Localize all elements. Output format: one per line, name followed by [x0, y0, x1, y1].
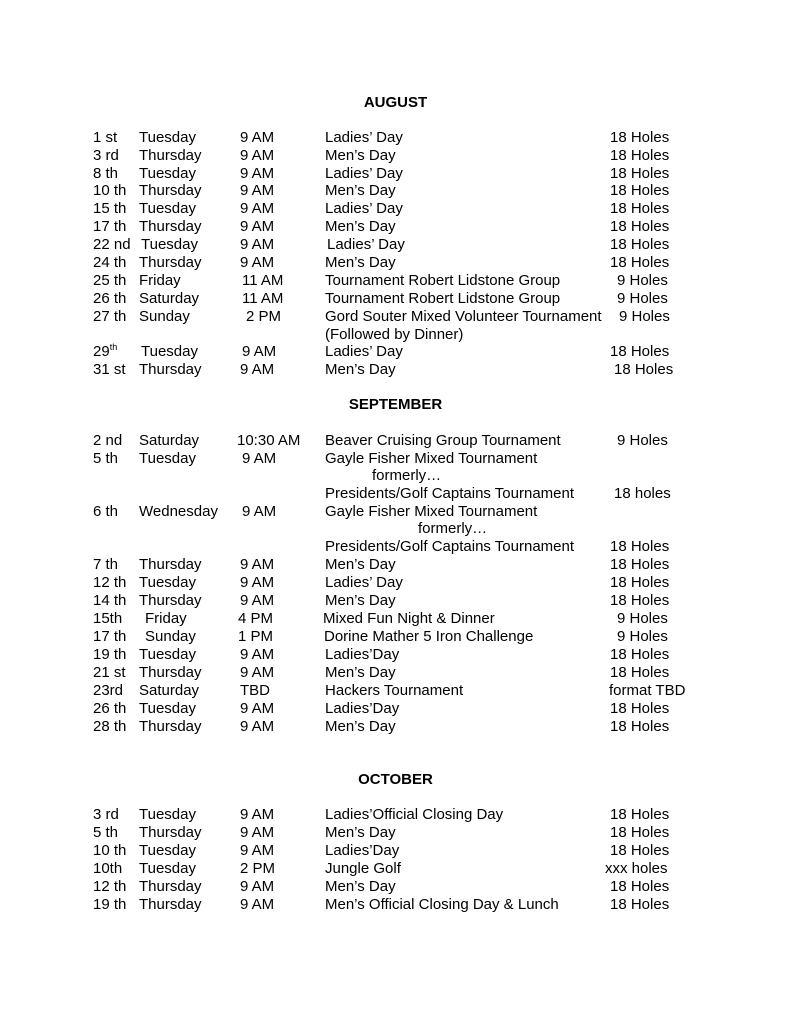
schedule-row — [0, 343, 791, 361]
holes: 18 Holes — [610, 824, 670, 841]
schedule-row — [0, 896, 791, 914]
weekday: Tuesday — [139, 574, 196, 591]
schedule-row — [0, 878, 791, 896]
weekday: Sunday — [139, 308, 190, 325]
time: 9 AM — [240, 592, 275, 609]
event: Jungle Golf — [325, 860, 401, 877]
time: 9 AM — [240, 842, 275, 859]
schedule-row — [0, 236, 791, 254]
weekday: Thursday — [139, 218, 202, 235]
schedule-row — [0, 182, 791, 200]
schedule-row — [0, 165, 791, 183]
event: Beaver Cruising Group Tournament — [325, 432, 561, 449]
weekday: Thursday — [139, 664, 202, 681]
date: 15 th — [93, 200, 127, 217]
holes: 18 Holes — [610, 200, 670, 217]
weekday: Tuesday — [139, 450, 196, 467]
holes: 9 Holes — [617, 610, 668, 627]
event: Men’s Day — [325, 556, 396, 573]
date: 25 th — [93, 272, 127, 289]
holes: 18 Holes — [614, 361, 674, 378]
section-title-august: AUGUST — [363, 94, 428, 111]
time: 9 AM — [240, 236, 275, 253]
weekday: Saturday — [139, 290, 200, 307]
former-event-row — [0, 485, 791, 503]
holes: 18 Holes — [610, 343, 670, 360]
date: 19 th — [93, 646, 127, 663]
holes: 18 Holes — [610, 165, 670, 182]
event: Ladies’ Day — [327, 236, 405, 253]
section-title-october: OCTOBER — [358, 771, 433, 788]
weekday: Wednesday — [139, 503, 218, 520]
event: Ladies’ Day — [325, 574, 403, 591]
weekday: Thursday — [139, 896, 202, 913]
event: Ladies’Day — [325, 842, 400, 859]
date: 8 th — [93, 165, 119, 182]
weekday: Thursday — [139, 182, 202, 199]
holes: 18 Holes — [610, 592, 670, 609]
schedule-row — [0, 592, 791, 610]
weekday: Sunday — [145, 628, 196, 645]
event: Men’s Day — [325, 182, 396, 199]
event: Gayle Fisher Mixed Tournament — [325, 450, 538, 467]
schedule-row — [0, 664, 791, 682]
holes: 18 Holes — [610, 878, 670, 895]
schedule-row — [0, 200, 791, 218]
schedule-row — [0, 432, 791, 450]
holes: 18 Holes — [610, 556, 670, 573]
schedule-row — [0, 574, 791, 592]
event: Tournament Robert Lidstone Group — [325, 290, 561, 307]
event: Ladies’ Day — [325, 129, 403, 146]
schedule-row — [0, 361, 791, 379]
date: 31 st — [93, 361, 126, 378]
date: 22 nd — [93, 236, 131, 253]
section-title-september: SEPTEMBER — [348, 396, 443, 413]
time: 9 AM — [240, 878, 275, 895]
weekday: Saturday — [139, 432, 200, 449]
weekday: Tuesday — [141, 343, 198, 360]
event-note-row — [0, 326, 791, 344]
time: 9 AM — [242, 343, 277, 360]
weekday: Thursday — [139, 718, 202, 735]
time: 1 PM — [238, 628, 274, 645]
schedule-row — [0, 806, 791, 824]
schedule-row — [0, 842, 791, 860]
schedule-row — [0, 824, 791, 842]
time: 4 PM — [238, 610, 274, 627]
weekday: Thursday — [139, 592, 202, 609]
date: 17 th — [93, 218, 127, 235]
event: Ladies’ Day — [325, 343, 403, 360]
event: Men’s Day — [325, 592, 396, 609]
date: 10 th — [93, 842, 127, 859]
time: 10:30 AM — [237, 432, 301, 449]
weekday: Tuesday — [139, 806, 196, 823]
holes: 9 Holes — [617, 272, 668, 289]
formerly-label: formerly… — [372, 467, 442, 484]
event: Men’s Official Closing Day & Lunch — [325, 896, 559, 913]
weekday: Tuesday — [139, 860, 196, 877]
time: 9 AM — [240, 806, 275, 823]
time: 9 AM — [242, 503, 277, 520]
holes: 18 Holes — [610, 236, 670, 253]
schedule-row — [0, 290, 791, 308]
holes: 18 Holes — [610, 896, 670, 913]
holes: 18 Holes — [610, 147, 670, 164]
date: 10th — [93, 860, 123, 877]
event: Men’s Day — [325, 147, 396, 164]
schedule-row — [0, 628, 791, 646]
weekday: Saturday — [139, 682, 200, 699]
date: 2 nd — [93, 432, 123, 449]
date: 5 th — [93, 824, 119, 841]
holes: 9 Holes — [617, 432, 668, 449]
schedule-row — [0, 129, 791, 147]
weekday: Thursday — [139, 824, 202, 841]
event: Ladies’Day — [325, 646, 400, 663]
holes: 18 Holes — [610, 218, 670, 235]
event: Hackers Tournament — [325, 682, 464, 699]
time: 9 AM — [242, 450, 277, 467]
weekday: Tuesday — [141, 236, 198, 253]
date: 19 th — [93, 896, 127, 913]
holes: 18 Holes — [610, 254, 670, 271]
date: 12 th — [93, 878, 127, 895]
event: Men’s Day — [325, 718, 396, 735]
date: 14 th — [93, 592, 127, 609]
weekday: Friday — [139, 272, 181, 289]
schedule-row — [0, 503, 791, 521]
weekday: Tuesday — [139, 129, 196, 146]
time: 9 AM — [240, 646, 275, 663]
time: 9 AM — [240, 664, 275, 681]
weekday: Tuesday — [139, 700, 196, 717]
time: 9 AM — [240, 896, 275, 913]
event: Tournament Robert Lidstone Group — [325, 272, 561, 289]
time: 9 AM — [240, 218, 275, 235]
holes: 18 Holes — [610, 646, 670, 663]
weekday: Thursday — [139, 147, 202, 164]
time: 9 AM — [240, 700, 275, 717]
weekday: Tuesday — [139, 165, 196, 182]
date: 26 th — [93, 290, 127, 307]
event: Men’s Day — [325, 824, 396, 841]
holes: 18 Holes — [610, 842, 670, 859]
date: 21 st — [93, 664, 126, 681]
schedule-row — [0, 682, 791, 700]
time: 9 AM — [240, 574, 275, 591]
time: 9 AM — [240, 182, 275, 199]
holes: 18 Holes — [610, 538, 670, 555]
date: 6 th — [93, 503, 119, 520]
time: 9 AM — [240, 129, 275, 146]
date: 26 th — [93, 700, 127, 717]
date: 1 st — [93, 129, 118, 146]
time: 9 AM — [240, 147, 275, 164]
event: Ladies’ Day — [325, 165, 403, 182]
event: Ladies’Official Closing Day — [325, 806, 504, 823]
schedule-row — [0, 610, 791, 628]
event: Men’s Day — [325, 218, 396, 235]
event: Dorine Mather 5 Iron Challenge — [324, 628, 534, 645]
date: 29th — [93, 342, 118, 360]
date: 12 th — [93, 574, 127, 591]
holes: 18 Holes — [610, 700, 670, 717]
time: 9 AM — [240, 718, 275, 735]
formerly-row — [0, 467, 791, 485]
time: 2 PM — [246, 308, 282, 325]
weekday: Tuesday — [139, 842, 196, 859]
formerly-label: formerly… — [418, 520, 488, 537]
weekday: Thursday — [139, 361, 202, 378]
date: 3 rd — [93, 147, 119, 164]
schedule-row — [0, 147, 791, 165]
event: Men’s Day — [325, 664, 396, 681]
former-event: Presidents/Golf Captains Tournament — [325, 538, 575, 555]
holes: 18 Holes — [610, 129, 670, 146]
holes: 9 Holes — [617, 628, 668, 645]
time: 9 AM — [240, 824, 275, 841]
holes: 18 Holes — [610, 806, 670, 823]
holes: 18 Holes — [610, 574, 670, 591]
holes: 18 holes — [614, 485, 671, 502]
date: 28 th — [93, 718, 127, 735]
event: Gord Souter Mixed Volunteer Tournament — [325, 308, 602, 325]
date: 24 th — [93, 254, 127, 271]
time: 11 AM — [242, 290, 284, 307]
weekday: Tuesday — [139, 646, 196, 663]
schedule-row — [0, 860, 791, 878]
time: 9 AM — [240, 165, 275, 182]
date: 15th — [93, 610, 123, 627]
holes: 18 Holes — [610, 664, 670, 681]
date: 7 th — [93, 556, 119, 573]
time: 9 AM — [240, 556, 275, 573]
date: 5 th — [93, 450, 119, 467]
schedule-row — [0, 272, 791, 290]
former-event-row — [0, 538, 791, 556]
date: 27 th — [93, 308, 127, 325]
holes: 18 Holes — [610, 718, 670, 735]
time: 2 PM — [240, 860, 276, 877]
time: 9 AM — [240, 254, 275, 271]
date: 3 rd — [93, 806, 119, 823]
event: Ladies’Day — [325, 700, 400, 717]
schedule-row — [0, 718, 791, 736]
weekday: Tuesday — [139, 200, 196, 217]
schedule-row — [0, 646, 791, 664]
schedule-row — [0, 308, 791, 326]
time: 9 AM — [240, 200, 275, 217]
event: Ladies’ Day — [325, 200, 403, 217]
event: Mixed Fun Night & Dinner — [323, 610, 495, 627]
holes: format TBD — [609, 682, 686, 699]
schedule-row — [0, 254, 791, 272]
event: Men’s Day — [325, 254, 396, 271]
weekday: Thursday — [139, 556, 202, 573]
weekday: Thursday — [139, 878, 202, 895]
event-note: (Followed by Dinner) — [325, 326, 464, 343]
schedule-row — [0, 450, 791, 468]
schedule-row — [0, 218, 791, 236]
event: Men’s Day — [325, 878, 396, 895]
date: 10 th — [93, 182, 127, 199]
schedule-row — [0, 556, 791, 574]
time: 11 AM — [242, 272, 284, 289]
weekday: Thursday — [139, 254, 202, 271]
weekday: Friday — [145, 610, 187, 627]
holes: 18 Holes — [610, 182, 670, 199]
former-event: Presidents/Golf Captains Tournament — [325, 485, 575, 502]
time: TBD — [240, 682, 270, 699]
holes: 9 Holes — [617, 290, 668, 307]
event: Men’s Day — [325, 361, 396, 378]
holes: 9 Holes — [619, 308, 670, 325]
schedule-row — [0, 700, 791, 718]
date: 17 th — [93, 628, 127, 645]
date: 23rd — [93, 682, 124, 699]
event: Gayle Fisher Mixed Tournament — [325, 503, 538, 520]
holes: xxx holes — [605, 860, 668, 877]
time: 9 AM — [240, 361, 275, 378]
formerly-row — [0, 520, 791, 538]
